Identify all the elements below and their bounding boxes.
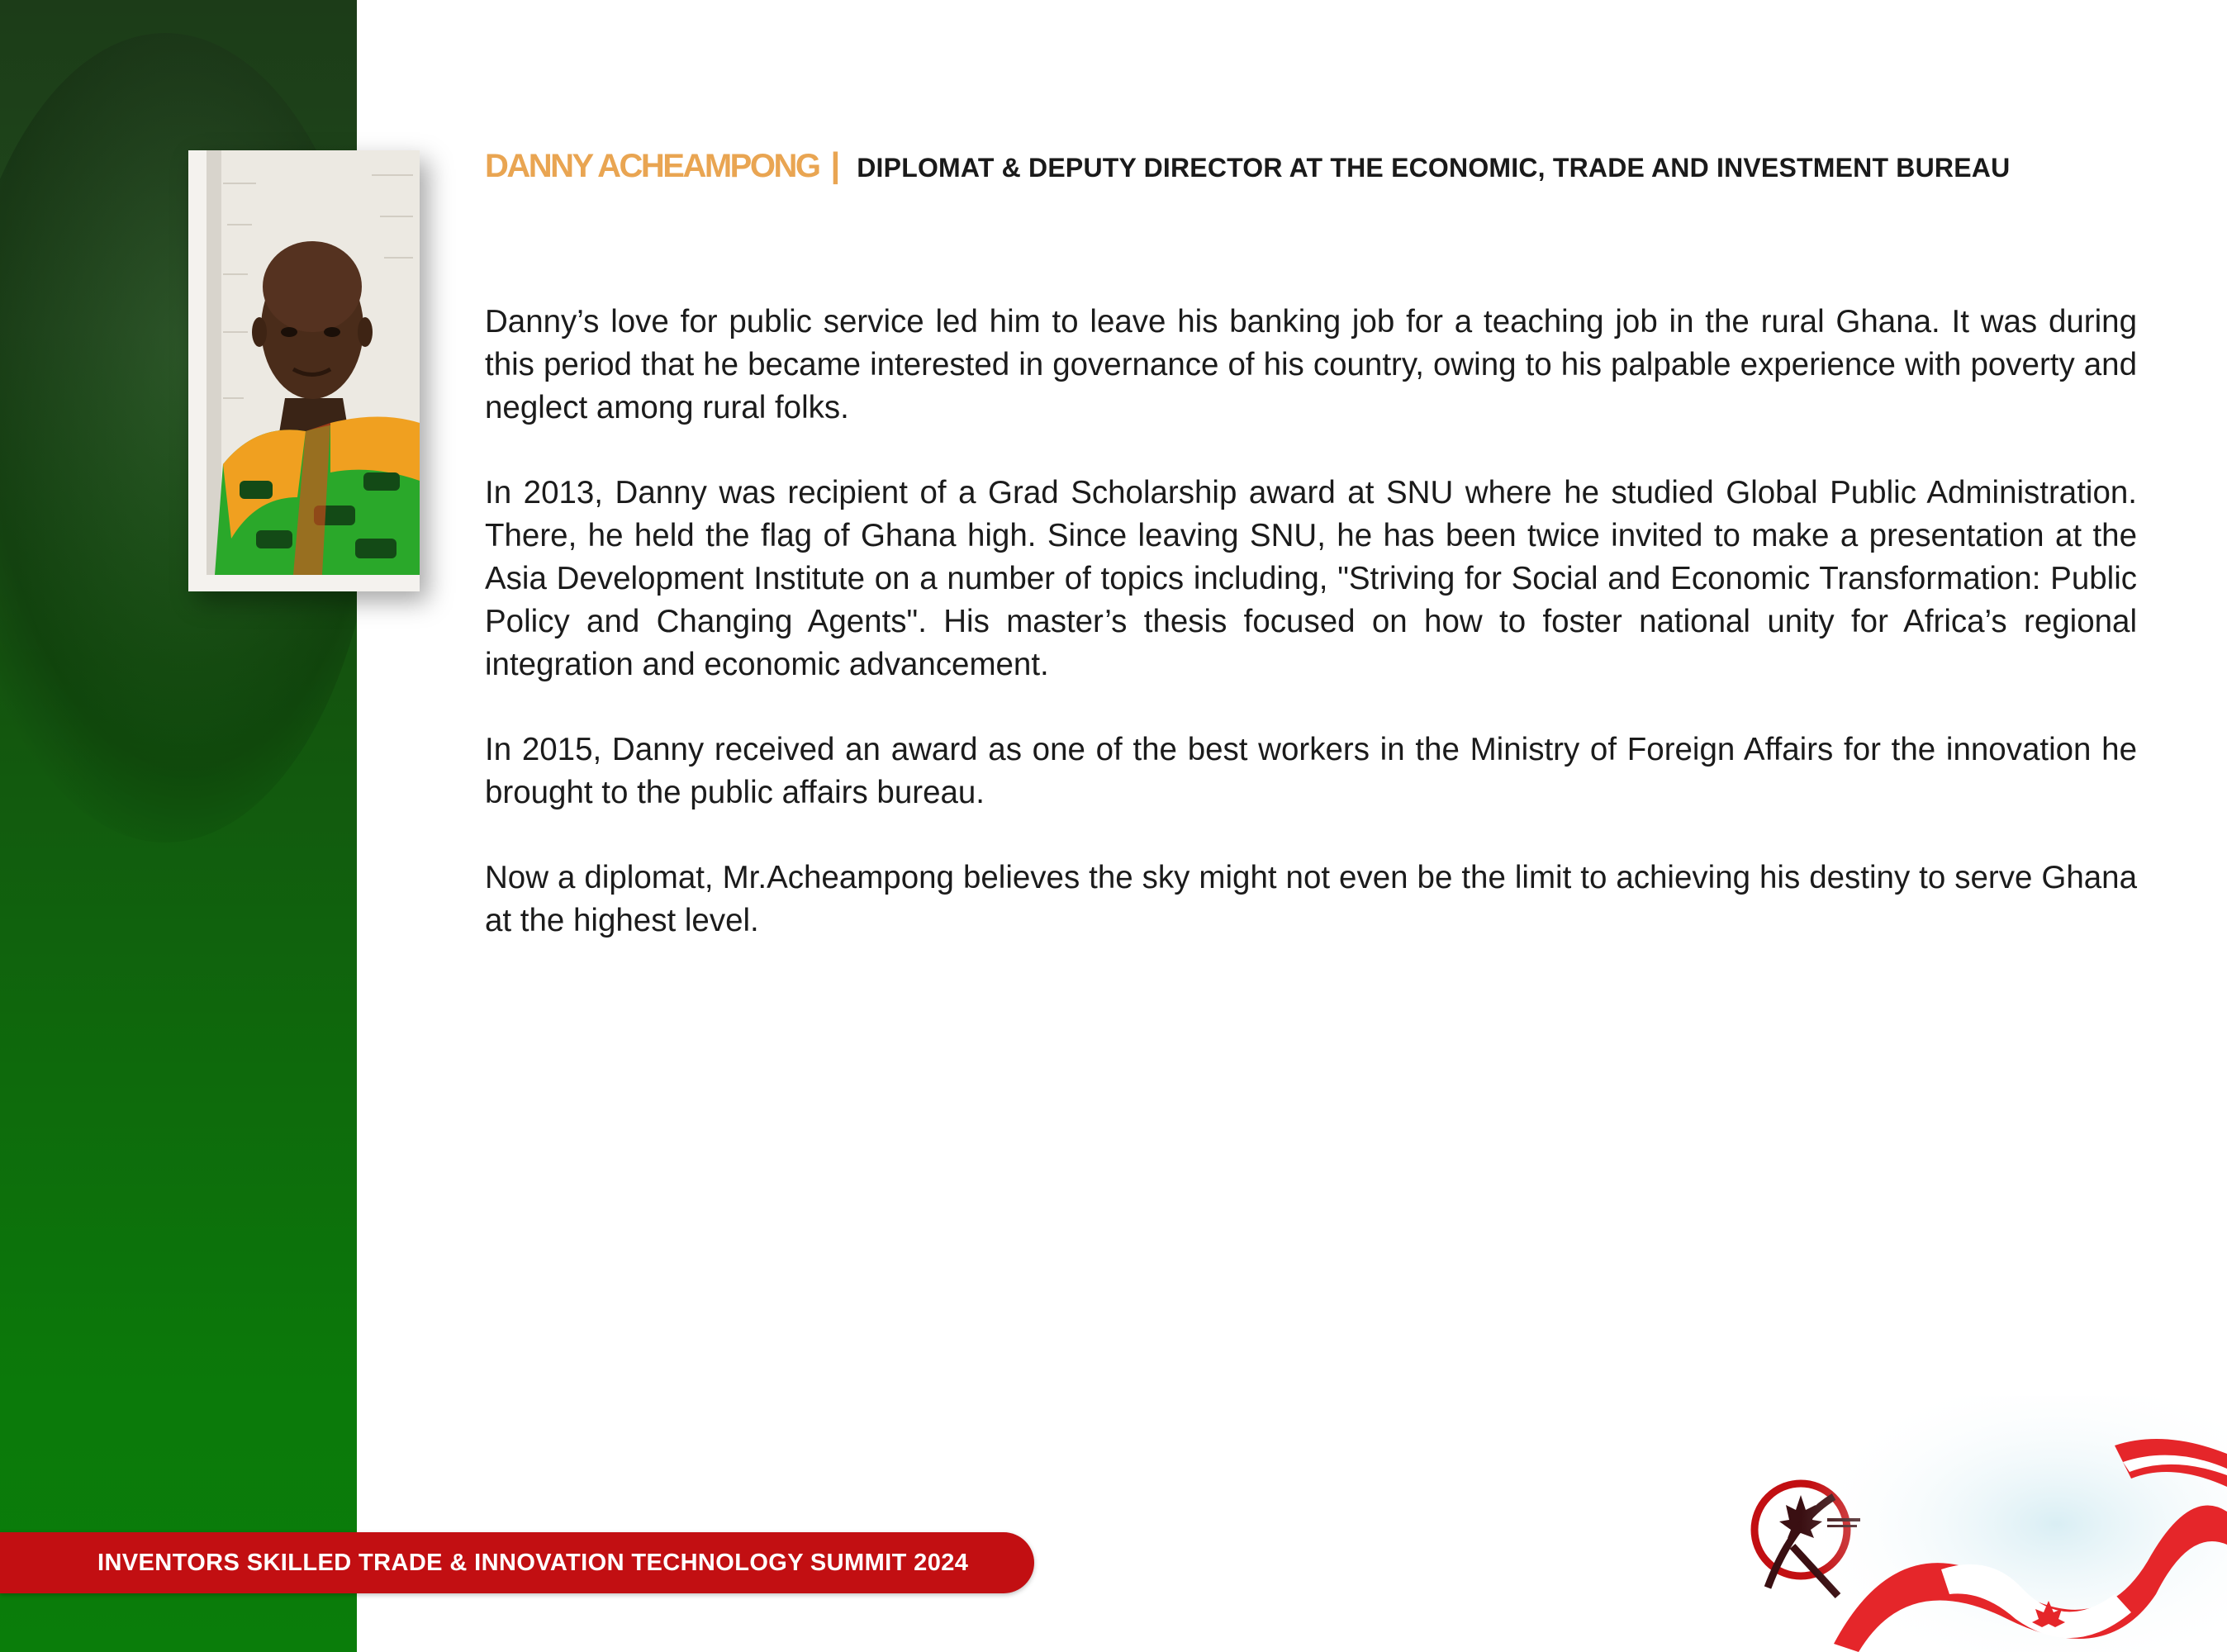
- bio-paragraph: In 2015, Danny received an award as one of the best workers in the Ministry of Foreign Affairs for the innovation he brought to the public affairs bureau.: [485, 732, 2137, 810]
- profile-photo: [188, 150, 420, 591]
- summit-banner-text: INVENTORS SKILLED TRADE & INNOVATION TECHNOLOGY SUMMIT 2024: [97, 1549, 969, 1576]
- speaker-role: DIPLOMAT & DEPUTY DIRECTOR AT THE ECONOMIC, TRADE AND INVESTMENT BUREAU: [857, 153, 2011, 183]
- biography: [485, 301, 2137, 985]
- speaker-header: [485, 145, 2136, 195]
- summit-banner: [0, 1532, 1034, 1593]
- speaker-name: DANNY ACHEAMPONG: [485, 148, 819, 184]
- bio-paragraph: In 2013, Danny was recipient of a Grad Scholarship award at SNU where he studied Global Public Administration. There, he held the flag of Ghana high. Since leaving SNU, he has been twice invited to make a presentation at the Asia Development Institute on a number of topics including, "Striving for Social and Economic Transformation: Public Policy and Changing Agents". His master’s thesis focused on how to foster national unity for Africa’s regional integration and economic advancement.: [485, 475, 2137, 682]
- bio-paragraph: Danny’s love for public service led him to leave his banking job for a teaching job in the rural Ghana. It was during this period that he became interested in governance of his country, owing to his palpable experience with poverty and neglect among rural folks.: [485, 304, 2137, 425]
- canada-flag-ribbon: [1801, 1396, 2227, 1652]
- portrait-image: [207, 150, 420, 575]
- bio-paragraph: Now a diplomat, Mr.Acheampong believes the sky might not even be the limit to achieving his destiny to serve Ghana at the highest level.: [485, 860, 2137, 938]
- header-separator: |: [830, 145, 841, 184]
